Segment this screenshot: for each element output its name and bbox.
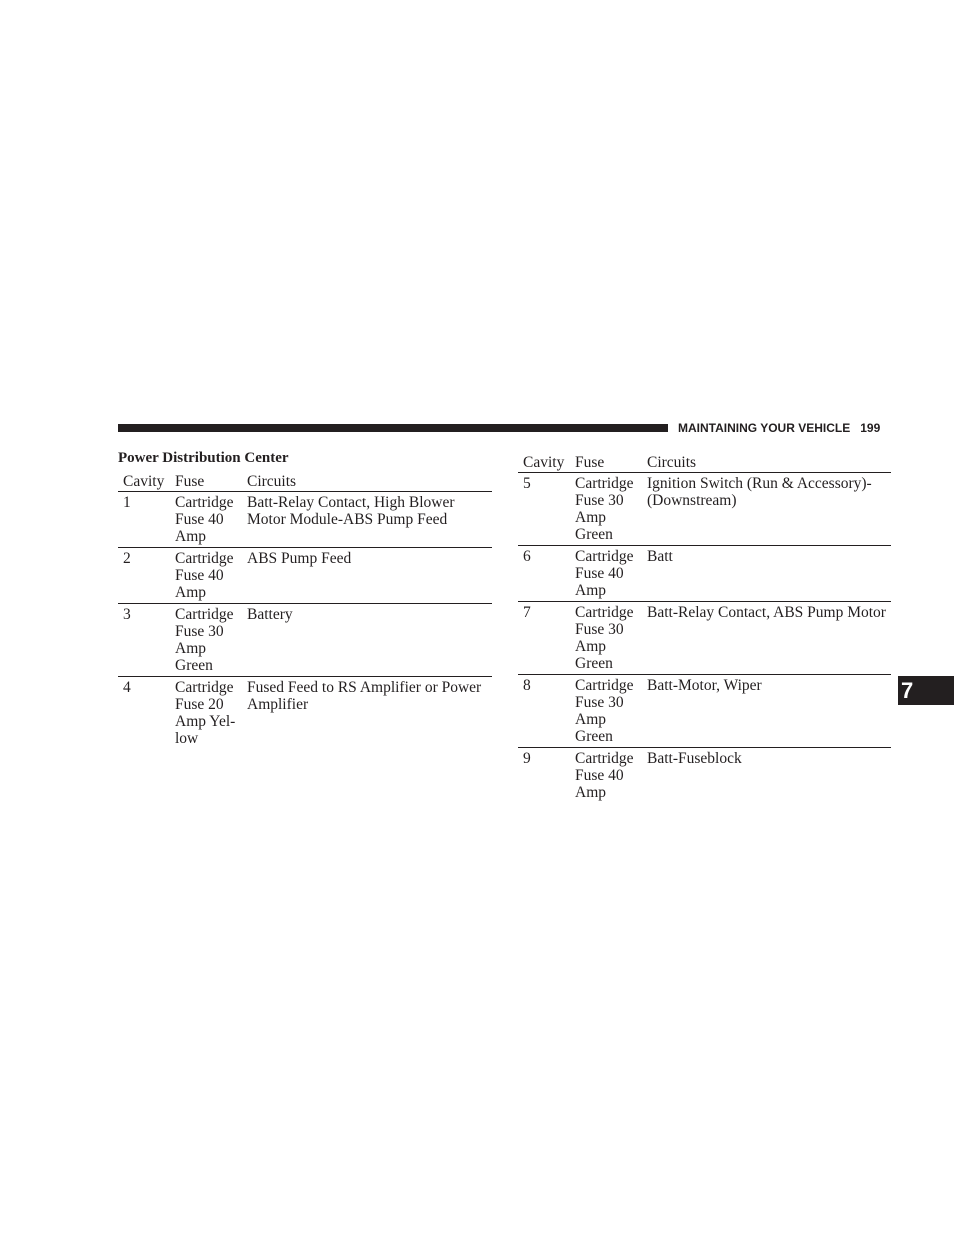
- circuits-cell: Batt-Motor, Wiper: [647, 677, 762, 694]
- cavity-cell: 1: [123, 494, 131, 511]
- fuse-cell: Cartridge Fuse 30 Amp Green: [575, 604, 634, 672]
- cavity-cell: 6: [523, 548, 531, 565]
- table-row: [518, 602, 891, 675]
- table-row: [518, 546, 891, 602]
- circuits-cell: Batt-Relay Contact, High Blower Motor Module-ABS Pump Feed: [247, 494, 455, 528]
- table-row: [118, 604, 492, 677]
- circuits-cell: Fused Feed to RS Amplifier or Power Amplifier: [247, 679, 482, 713]
- circuits-cell: Batt: [647, 548, 673, 565]
- chapter-tab: 7: [898, 676, 954, 705]
- column-header-circuits: Circuits: [247, 473, 297, 490]
- circuits-cell: ABS Pump Feed: [247, 550, 352, 567]
- fuse-table-right: [518, 453, 891, 803]
- column-header-fuse: Fuse: [575, 454, 605, 471]
- column-header-cavity: Cavity: [523, 454, 565, 471]
- table-header-row: [518, 453, 891, 473]
- circuits-cell: Ignition Switch (Run & Accessory)-(Downstream): [647, 475, 872, 509]
- header-section-title: MAINTAINING YOUR VEHICLE: [678, 421, 851, 435]
- table-header-row: [118, 472, 492, 492]
- fuse-cell: Cartridge Fuse 40 Amp: [175, 550, 234, 601]
- page-number: 199: [860, 421, 881, 435]
- fuse-table-left: [118, 472, 492, 749]
- table-row: [518, 748, 891, 804]
- cavity-cell: 7: [523, 604, 531, 621]
- running-header: [678, 420, 892, 436]
- fuse-cell: Cartridge Fuse 30 Amp Green: [575, 677, 634, 745]
- column-header-cavity: Cavity: [123, 473, 165, 490]
- fuse-cell: Cartridge Fuse 40 Amp: [575, 750, 634, 801]
- circuits-cell: Battery: [247, 606, 293, 623]
- cavity-cell: 8: [523, 677, 531, 694]
- fuse-cell: Cartridge Fuse 30 Amp Green: [175, 606, 234, 674]
- fuse-cell: Cartridge Fuse 40 Amp: [175, 494, 234, 545]
- column-header-circuits: Circuits: [647, 454, 697, 471]
- cavity-cell: 5: [523, 475, 531, 492]
- cavity-cell: 3: [123, 606, 131, 623]
- cavity-cell: 2: [123, 550, 131, 567]
- fuse-cell: Cartridge Fuse 20 Amp Yel- low: [175, 679, 236, 747]
- table-row: [118, 677, 492, 750]
- header-rule: [118, 424, 668, 432]
- cavity-cell: 4: [123, 679, 131, 696]
- fuse-cell: Cartridge Fuse 40 Amp: [575, 548, 634, 599]
- column-header-fuse: Fuse: [175, 473, 205, 490]
- section-title: Power Distribution Center: [118, 450, 289, 466]
- fuse-cell: Cartridge Fuse 30 Amp Green: [575, 475, 634, 543]
- table-row: [518, 473, 891, 546]
- circuits-cell: Batt-Relay Contact, ABS Pump Motor: [647, 604, 886, 621]
- table-row: [518, 675, 891, 748]
- table-row: [118, 492, 492, 548]
- table-row: [118, 548, 492, 604]
- circuits-cell: Batt-Fuseblock: [647, 750, 742, 767]
- cavity-cell: 9: [523, 750, 531, 767]
